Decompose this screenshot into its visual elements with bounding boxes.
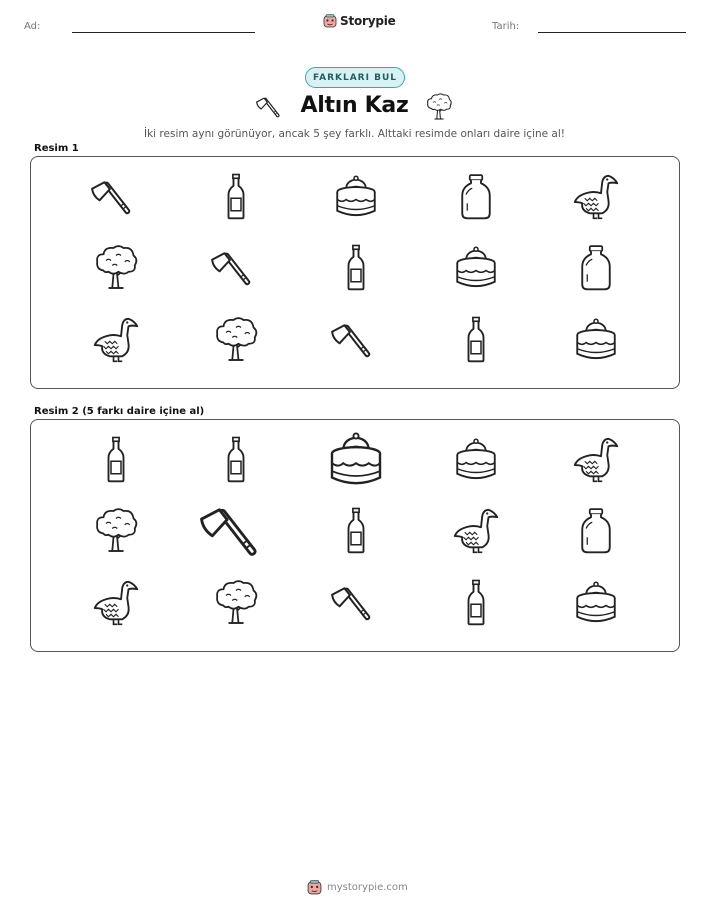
- picture1-panel[interactable]: [30, 156, 680, 389]
- goose-icon[interactable]: [571, 172, 621, 222]
- tree-icon[interactable]: [211, 578, 261, 628]
- bottle-icon[interactable]: [211, 435, 261, 485]
- footer-url[interactable]: mystorypie.com: [327, 882, 408, 893]
- jar-icon[interactable]: [451, 172, 501, 222]
- cake-icon[interactable]: [324, 428, 388, 492]
- bottle-icon[interactable]: [331, 243, 381, 293]
- bottle-icon[interactable]: [451, 315, 501, 365]
- cake-icon[interactable]: [571, 578, 621, 628]
- bottle-icon[interactable]: [211, 172, 261, 222]
- page-title: Altın Kaz: [300, 93, 409, 118]
- tree-icon: [424, 92, 454, 122]
- footer: [307, 880, 408, 895]
- cake-icon[interactable]: [451, 435, 501, 485]
- bottle-icon[interactable]: [331, 506, 381, 556]
- cake-icon[interactable]: [331, 172, 381, 222]
- goose-icon[interactable]: [91, 578, 141, 628]
- axe-icon[interactable]: [211, 243, 261, 293]
- tree-icon[interactable]: [211, 315, 261, 365]
- goose-icon[interactable]: [571, 435, 621, 485]
- goose-icon[interactable]: [91, 315, 141, 365]
- tree-icon[interactable]: [91, 506, 141, 556]
- instructions: İki resim aynı görünüyor, ancak 5 şey farklı. Alttaki resimde onları daire içine al!: [144, 128, 565, 140]
- axe-icon[interactable]: [331, 315, 381, 365]
- picture2-panel[interactable]: [30, 419, 680, 652]
- storypie-logo-icon: [323, 14, 337, 28]
- brand-name: Storypie: [340, 14, 396, 28]
- cake-icon[interactable]: [571, 315, 621, 365]
- axe-icon[interactable]: [91, 172, 141, 222]
- jar-icon[interactable]: [571, 506, 621, 556]
- goose-icon[interactable]: [451, 506, 501, 556]
- bottle-icon[interactable]: [451, 578, 501, 628]
- name-label: Ad:: [24, 21, 41, 32]
- cake-icon[interactable]: [451, 243, 501, 293]
- storypie-logo-icon: [307, 880, 322, 895]
- axe-icon[interactable]: [200, 495, 272, 567]
- date-label: Tarih:: [492, 21, 520, 32]
- picture1-label: Resim 1: [34, 143, 79, 154]
- axe-icon[interactable]: [331, 578, 381, 628]
- date-line[interactable]: [538, 32, 686, 33]
- badge: FARKLARI BUL: [305, 67, 405, 88]
- bottle-icon[interactable]: [91, 435, 141, 485]
- tree-icon[interactable]: [91, 243, 141, 293]
- brand: [323, 14, 396, 28]
- name-line[interactable]: [72, 32, 255, 33]
- jar-icon[interactable]: [571, 243, 621, 293]
- picture2-label: Resim 2 (5 farkı daire içine al): [34, 406, 205, 417]
